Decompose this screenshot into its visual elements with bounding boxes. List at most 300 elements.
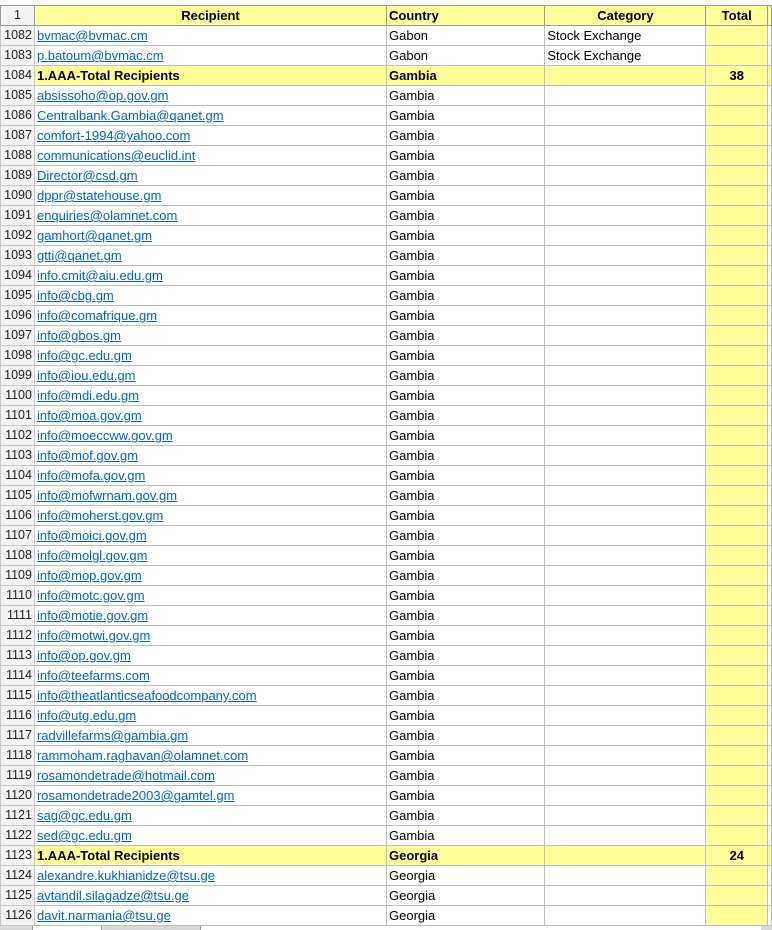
total-cell[interactable] — [706, 786, 768, 806]
email-link[interactable]: info@moici.gov.gm — [36, 528, 147, 543]
row-number[interactable]: 1110 — [1, 586, 35, 606]
total-cell[interactable] — [706, 686, 768, 706]
total-cell[interactable] — [706, 546, 768, 566]
country-cell[interactable]: Gambia — [387, 466, 545, 486]
country-cell[interactable]: Gambia — [387, 526, 545, 546]
total-cell[interactable] — [706, 726, 768, 746]
total-cell[interactable] — [706, 626, 768, 646]
recipient-cell[interactable]: 1.AAA-Total Recipients — [34, 66, 386, 86]
recipient-cell[interactable] — [34, 346, 386, 366]
email-link[interactable]: info@mop.gov.gm — [36, 568, 142, 583]
extra-cell[interactable] — [768, 486, 772, 506]
country-cell[interactable]: Georgia — [387, 886, 545, 906]
email-link[interactable]: info@moherst.gov.gm — [36, 508, 164, 523]
email-link[interactable]: info@iou.edu.gm — [36, 368, 136, 383]
row-number[interactable]: 1119 — [1, 766, 35, 786]
country-cell[interactable]: Georgia — [387, 846, 545, 866]
extra-cell[interactable] — [768, 106, 772, 126]
email-link[interactable]: dppr@statehouse.gm — [36, 188, 162, 203]
total-cell[interactable] — [706, 506, 768, 526]
total-cell[interactable] — [706, 366, 768, 386]
category-cell[interactable] — [545, 206, 706, 226]
country-cell[interactable]: Gambia — [387, 406, 545, 426]
total-cell[interactable] — [706, 106, 768, 126]
category-cell[interactable] — [545, 726, 706, 746]
total-cell[interactable] — [706, 346, 768, 366]
recipient-cell[interactable] — [34, 406, 386, 426]
country-cell[interactable]: Gambia — [387, 166, 545, 186]
row-number[interactable]: 1107 — [1, 526, 35, 546]
total-cell[interactable] — [706, 766, 768, 786]
extra-cell[interactable] — [768, 906, 772, 926]
recipient-cell[interactable] — [34, 126, 386, 146]
row-number[interactable]: 1121 — [1, 806, 35, 826]
row-number[interactable]: 1122 — [1, 826, 35, 846]
row-number[interactable]: 1116 — [1, 706, 35, 726]
extra-cell[interactable] — [768, 866, 772, 886]
extra-cell[interactable] — [768, 386, 772, 406]
category-cell[interactable] — [545, 426, 706, 446]
recipient-cell[interactable] — [34, 306, 386, 326]
extra-cell[interactable] — [768, 286, 772, 306]
row-number[interactable]: 1112 — [1, 626, 35, 646]
category-cell[interactable] — [545, 686, 706, 706]
total-cell[interactable] — [706, 906, 768, 926]
category-cell[interactable] — [545, 826, 706, 846]
total-cell[interactable] — [706, 146, 768, 166]
extra-cell[interactable] — [768, 146, 772, 166]
country-cell[interactable]: Gabon — [387, 46, 545, 66]
extra-cell[interactable] — [768, 606, 772, 626]
category-cell[interactable] — [545, 626, 706, 646]
total-cell[interactable] — [706, 26, 768, 46]
recipient-cell[interactable] — [34, 886, 386, 906]
country-cell[interactable]: Gambia — [387, 726, 545, 746]
extra-cell[interactable] — [768, 746, 772, 766]
extra-cell[interactable] — [768, 466, 772, 486]
extra-cell[interactable] — [768, 126, 772, 146]
category-cell[interactable] — [545, 506, 706, 526]
row-number[interactable]: 1098 — [1, 346, 35, 366]
country-cell[interactable]: Gambia — [387, 146, 545, 166]
total-cell[interactable] — [706, 886, 768, 906]
total-cell[interactable] — [706, 666, 768, 686]
email-link[interactable]: absissoho@op.gov.gm — [36, 88, 169, 103]
total-cell[interactable] — [706, 586, 768, 606]
country-cell[interactable]: Gambia — [387, 646, 545, 666]
total-cell[interactable] — [706, 606, 768, 626]
country-cell[interactable]: Gambia — [387, 306, 545, 326]
total-cell[interactable] — [706, 806, 768, 826]
email-link[interactable]: davit.narmania@tsu.ge — [36, 908, 171, 923]
total-cell[interactable] — [706, 426, 768, 446]
email-link[interactable]: info@moa.gov.gm — [36, 408, 142, 423]
extra-cell[interactable] — [768, 446, 772, 466]
category-cell[interactable] — [545, 286, 706, 306]
total-cell[interactable] — [706, 266, 768, 286]
row-number[interactable]: 1109 — [1, 566, 35, 586]
row-number[interactable]: 1102 — [1, 426, 35, 446]
recipient-cell[interactable] — [34, 26, 386, 46]
country-cell[interactable]: Gambia — [387, 786, 545, 806]
total-cell[interactable]: 38 — [706, 66, 768, 86]
row-number[interactable]: 1 — [1, 6, 35, 26]
email-link[interactable]: rosamondetrade2003@gamtel.gm — [36, 788, 235, 803]
recipient-cell[interactable] — [34, 566, 386, 586]
email-link[interactable]: info@utg.edu.gm — [36, 708, 137, 723]
extra-cell[interactable] — [768, 646, 772, 666]
extra-cell[interactable] — [768, 546, 772, 566]
extra-cell[interactable] — [768, 206, 772, 226]
recipient-cell[interactable] — [34, 786, 386, 806]
row-number[interactable]: 1085 — [1, 86, 35, 106]
recipient-cell[interactable] — [34, 626, 386, 646]
extra-cell[interactable] — [768, 266, 772, 286]
total-cell[interactable] — [706, 526, 768, 546]
extra-cell[interactable] — [768, 86, 772, 106]
country-cell[interactable]: Gambia — [387, 566, 545, 586]
category-cell[interactable] — [545, 226, 706, 246]
category-cell[interactable] — [545, 846, 706, 866]
country-cell[interactable]: Gambia — [387, 386, 545, 406]
recipient-cell[interactable] — [34, 746, 386, 766]
category-cell[interactable] — [545, 106, 706, 126]
email-link[interactable]: communications@euclid.int — [36, 148, 196, 163]
extra-cell[interactable] — [768, 666, 772, 686]
recipient-cell[interactable] — [34, 506, 386, 526]
recipient-cell[interactable] — [34, 386, 386, 406]
recipient-cell[interactable] — [34, 606, 386, 626]
country-cell[interactable]: Gambia — [387, 606, 545, 626]
email-link[interactable]: sed@gc.edu.gm — [36, 828, 132, 843]
row-number[interactable]: 1092 — [1, 226, 35, 246]
country-cell[interactable]: Gambia — [387, 246, 545, 266]
row-number[interactable]: 1087 — [1, 126, 35, 146]
email-link[interactable]: info@theatlanticseafoodcompany.com — [36, 688, 257, 703]
sheet-tab[interactable] — [32, 926, 102, 930]
recipient-cell[interactable] — [34, 266, 386, 286]
category-cell[interactable] — [545, 326, 706, 346]
recipient-cell[interactable] — [34, 646, 386, 666]
country-cell[interactable]: Gambia — [387, 326, 545, 346]
column-header-recipient[interactable]: Recipient — [34, 6, 386, 26]
email-link[interactable]: info@moeccww.gov.gm — [36, 428, 173, 443]
email-link[interactable]: info@comafrique.gm — [36, 308, 158, 323]
email-link[interactable]: info@mof.gov.gm — [36, 448, 139, 463]
recipient-cell[interactable] — [34, 106, 386, 126]
country-cell[interactable]: Gambia — [387, 686, 545, 706]
category-cell[interactable] — [545, 866, 706, 886]
row-number[interactable]: 1084 — [1, 66, 35, 86]
category-cell[interactable] — [545, 886, 706, 906]
row-number[interactable]: 1115 — [1, 686, 35, 706]
category-cell[interactable] — [545, 746, 706, 766]
email-link[interactable]: Centralbank.Gambia@qanet.gm — [36, 108, 224, 123]
country-cell[interactable]: Gambia — [387, 126, 545, 146]
row-number[interactable]: 1095 — [1, 286, 35, 306]
recipient-cell[interactable] — [34, 86, 386, 106]
category-cell[interactable] — [545, 786, 706, 806]
email-link[interactable]: info@mofwrnam.gov.gm — [36, 488, 178, 503]
country-cell[interactable]: Gambia — [387, 266, 545, 286]
category-cell[interactable] — [545, 146, 706, 166]
recipient-cell[interactable] — [34, 466, 386, 486]
extra-cell[interactable] — [768, 566, 772, 586]
row-number[interactable]: 1086 — [1, 106, 35, 126]
email-link[interactable]: rammoham.raghavan@olamnet.com — [36, 748, 249, 763]
row-number[interactable]: 1100 — [1, 386, 35, 406]
category-cell[interactable] — [545, 66, 706, 86]
recipient-cell[interactable] — [34, 46, 386, 66]
email-link[interactable]: info@motie.gov.gm — [36, 608, 149, 623]
extra-cell[interactable] — [768, 886, 772, 906]
extra-cell[interactable] — [768, 686, 772, 706]
category-cell[interactable] — [545, 346, 706, 366]
email-link[interactable]: info@gc.edu.gm — [36, 348, 132, 363]
email-link[interactable]: info.cmit@aiu.edu.gm — [36, 268, 163, 283]
category-cell[interactable] — [545, 126, 706, 146]
country-cell[interactable]: Gambia — [387, 586, 545, 606]
country-cell[interactable]: Gambia — [387, 66, 545, 86]
category-cell[interactable] — [545, 606, 706, 626]
country-cell[interactable]: Gambia — [387, 186, 545, 206]
row-number[interactable]: 1117 — [1, 726, 35, 746]
total-cell[interactable] — [706, 386, 768, 406]
category-cell[interactable] — [545, 466, 706, 486]
total-cell[interactable] — [706, 86, 768, 106]
recipient-cell[interactable] — [34, 866, 386, 886]
recipient-cell[interactable] — [34, 226, 386, 246]
recipient-cell[interactable] — [34, 246, 386, 266]
category-cell[interactable] — [545, 486, 706, 506]
extra-cell[interactable] — [768, 366, 772, 386]
extra-cell[interactable] — [768, 66, 772, 86]
country-cell[interactable]: Gambia — [387, 86, 545, 106]
country-cell[interactable]: Gambia — [387, 546, 545, 566]
extra-cell[interactable] — [768, 226, 772, 246]
extra-cell[interactable] — [768, 326, 772, 346]
category-cell[interactable] — [545, 586, 706, 606]
total-cell[interactable] — [706, 446, 768, 466]
extra-cell[interactable] — [768, 426, 772, 446]
row-number[interactable]: 1105 — [1, 486, 35, 506]
email-link[interactable]: avtandil.silagadze@tsu.ge — [36, 888, 189, 903]
total-cell[interactable] — [706, 246, 768, 266]
category-cell[interactable] — [545, 646, 706, 666]
country-cell[interactable]: Gambia — [387, 226, 545, 246]
row-number[interactable]: 1104 — [1, 466, 35, 486]
country-cell[interactable]: Georgia — [387, 866, 545, 886]
recipient-cell[interactable] — [34, 446, 386, 466]
row-number[interactable]: 1125 — [1, 886, 35, 906]
total-cell[interactable] — [706, 306, 768, 326]
country-cell[interactable]: Gambia — [387, 346, 545, 366]
recipient-cell[interactable] — [34, 486, 386, 506]
recipient-cell[interactable] — [34, 286, 386, 306]
category-cell[interactable]: Stock Exchange — [545, 46, 706, 66]
row-number[interactable]: 1089 — [1, 166, 35, 186]
category-cell[interactable] — [545, 366, 706, 386]
extra-cell[interactable] — [768, 166, 772, 186]
email-link[interactable]: alexandre.kukhianidze@tsu.ge — [36, 868, 215, 883]
extra-cell[interactable] — [768, 306, 772, 326]
email-link[interactable]: gamhort@qanet.gm — [36, 228, 153, 243]
row-number[interactable]: 1101 — [1, 406, 35, 426]
extra-cell[interactable] — [768, 626, 772, 646]
extra-cell[interactable] — [768, 246, 772, 266]
category-cell[interactable] — [545, 806, 706, 826]
country-cell[interactable]: Gambia — [387, 826, 545, 846]
country-cell[interactable]: Gambia — [387, 366, 545, 386]
extra-cell[interactable] — [768, 826, 772, 846]
email-link[interactable]: info@mdi.edu.gm — [36, 388, 140, 403]
email-link[interactable]: p.batoum@bvmac.cm — [36, 48, 164, 63]
total-cell[interactable] — [706, 646, 768, 666]
row-number[interactable]: 1090 — [1, 186, 35, 206]
recipient-cell[interactable] — [34, 826, 386, 846]
row-number[interactable]: 1103 — [1, 446, 35, 466]
email-link[interactable]: gtti@qanet.gm — [36, 248, 122, 263]
category-cell[interactable] — [545, 86, 706, 106]
country-cell[interactable]: Gambia — [387, 506, 545, 526]
country-cell[interactable]: Gambia — [387, 746, 545, 766]
country-cell[interactable]: Gambia — [387, 806, 545, 826]
recipient-cell[interactable] — [34, 546, 386, 566]
country-cell[interactable]: Gambia — [387, 486, 545, 506]
country-cell[interactable]: Gambia — [387, 426, 545, 446]
email-link[interactable]: info@op.gov.gm — [36, 648, 131, 663]
country-cell[interactable]: Gambia — [387, 286, 545, 306]
row-number[interactable]: 1096 — [1, 306, 35, 326]
email-link[interactable]: bvmac@bvmac.cm — [36, 28, 148, 43]
category-cell[interactable] — [545, 246, 706, 266]
total-cell[interactable] — [706, 286, 768, 306]
email-link[interactable]: rosamondetrade@hotmail.com — [36, 768, 215, 783]
total-cell[interactable] — [706, 486, 768, 506]
row-number[interactable]: 1126 — [1, 906, 35, 926]
total-cell[interactable] — [706, 466, 768, 486]
row-number[interactable]: 1083 — [1, 46, 35, 66]
extra-cell[interactable] — [768, 846, 772, 866]
email-link[interactable]: info@mofa.gov.gm — [36, 468, 146, 483]
recipient-cell[interactable] — [34, 426, 386, 446]
recipient-cell[interactable]: 1.AAA-Total Recipients — [34, 846, 386, 866]
email-link[interactable]: info@cbg.gm — [36, 288, 114, 303]
extra-cell[interactable] — [768, 346, 772, 366]
row-number[interactable]: 1082 — [1, 26, 35, 46]
email-link[interactable]: Director@csd.gm — [36, 168, 138, 183]
recipient-cell[interactable] — [34, 906, 386, 926]
category-cell[interactable]: Stock Exchange — [545, 26, 706, 46]
total-cell[interactable] — [706, 826, 768, 846]
category-cell[interactable] — [545, 186, 706, 206]
recipient-cell[interactable] — [34, 326, 386, 346]
recipient-cell[interactable] — [34, 586, 386, 606]
email-link[interactable]: enquiries@olamnet.com — [36, 208, 178, 223]
country-cell[interactable]: Georgia — [387, 906, 545, 926]
total-cell[interactable] — [706, 46, 768, 66]
email-link[interactable]: radvillefarms@gambia.gm — [36, 728, 189, 743]
category-cell[interactable] — [545, 386, 706, 406]
total-cell[interactable] — [706, 866, 768, 886]
extra-cell[interactable] — [768, 726, 772, 746]
recipient-cell[interactable] — [34, 146, 386, 166]
column-header-country[interactable]: Country — [387, 6, 545, 26]
recipient-cell[interactable] — [34, 166, 386, 186]
total-cell[interactable] — [706, 126, 768, 146]
email-link[interactable]: info@teefarms.com — [36, 668, 150, 683]
category-cell[interactable] — [545, 526, 706, 546]
total-cell[interactable] — [706, 226, 768, 246]
row-number[interactable]: 1091 — [1, 206, 35, 226]
total-cell[interactable] — [706, 746, 768, 766]
horizontal-scrollbar[interactable] — [200, 926, 761, 930]
total-cell[interactable] — [706, 706, 768, 726]
extra-cell[interactable] — [768, 46, 772, 66]
country-cell[interactable]: Gambia — [387, 106, 545, 126]
email-link[interactable]: info@gbos.gm — [36, 328, 121, 343]
email-link[interactable]: info@motwi.gov.gm — [36, 628, 151, 643]
extra-cell[interactable] — [768, 506, 772, 526]
recipient-cell[interactable] — [34, 726, 386, 746]
extra-cell[interactable] — [768, 526, 772, 546]
category-cell[interactable] — [545, 566, 706, 586]
row-number[interactable]: 1123 — [1, 846, 35, 866]
total-cell[interactable] — [706, 186, 768, 206]
recipient-cell[interactable] — [34, 366, 386, 386]
row-number[interactable]: 1097 — [1, 326, 35, 346]
extra-cell[interactable] — [768, 586, 772, 606]
country-cell[interactable]: Gambia — [387, 446, 545, 466]
email-link[interactable]: info@motc.gov.gm — [36, 588, 145, 603]
column-header-extra[interactable] — [768, 6, 772, 26]
row-number[interactable]: 1099 — [1, 366, 35, 386]
row-number[interactable]: 1114 — [1, 666, 35, 686]
total-cell[interactable] — [706, 406, 768, 426]
column-header-category[interactable]: Category — [545, 6, 706, 26]
row-number[interactable]: 1111 — [1, 606, 35, 626]
row-number[interactable]: 1108 — [1, 546, 35, 566]
recipient-cell[interactable] — [34, 806, 386, 826]
total-cell[interactable]: 24 — [706, 846, 768, 866]
country-cell[interactable]: Gambia — [387, 706, 545, 726]
total-cell[interactable] — [706, 326, 768, 346]
recipient-cell[interactable] — [34, 206, 386, 226]
country-cell[interactable]: Gambia — [387, 766, 545, 786]
recipient-cell[interactable] — [34, 526, 386, 546]
extra-cell[interactable] — [768, 406, 772, 426]
category-cell[interactable] — [545, 906, 706, 926]
category-cell[interactable] — [545, 306, 706, 326]
extra-cell[interactable] — [768, 766, 772, 786]
total-cell[interactable] — [706, 206, 768, 226]
row-number[interactable]: 1093 — [1, 246, 35, 266]
extra-cell[interactable] — [768, 706, 772, 726]
category-cell[interactable] — [545, 766, 706, 786]
country-cell[interactable]: Gambia — [387, 666, 545, 686]
category-cell[interactable] — [545, 166, 706, 186]
row-number[interactable]: 1118 — [1, 746, 35, 766]
email-link[interactable]: info@molgl.gov.gm — [36, 548, 148, 563]
recipient-cell[interactable] — [34, 186, 386, 206]
total-cell[interactable] — [706, 166, 768, 186]
recipient-cell[interactable] — [34, 666, 386, 686]
extra-cell[interactable] — [768, 786, 772, 806]
category-cell[interactable] — [545, 666, 706, 686]
row-number[interactable]: 1124 — [1, 866, 35, 886]
row-number[interactable]: 1120 — [1, 786, 35, 806]
total-cell[interactable] — [706, 566, 768, 586]
